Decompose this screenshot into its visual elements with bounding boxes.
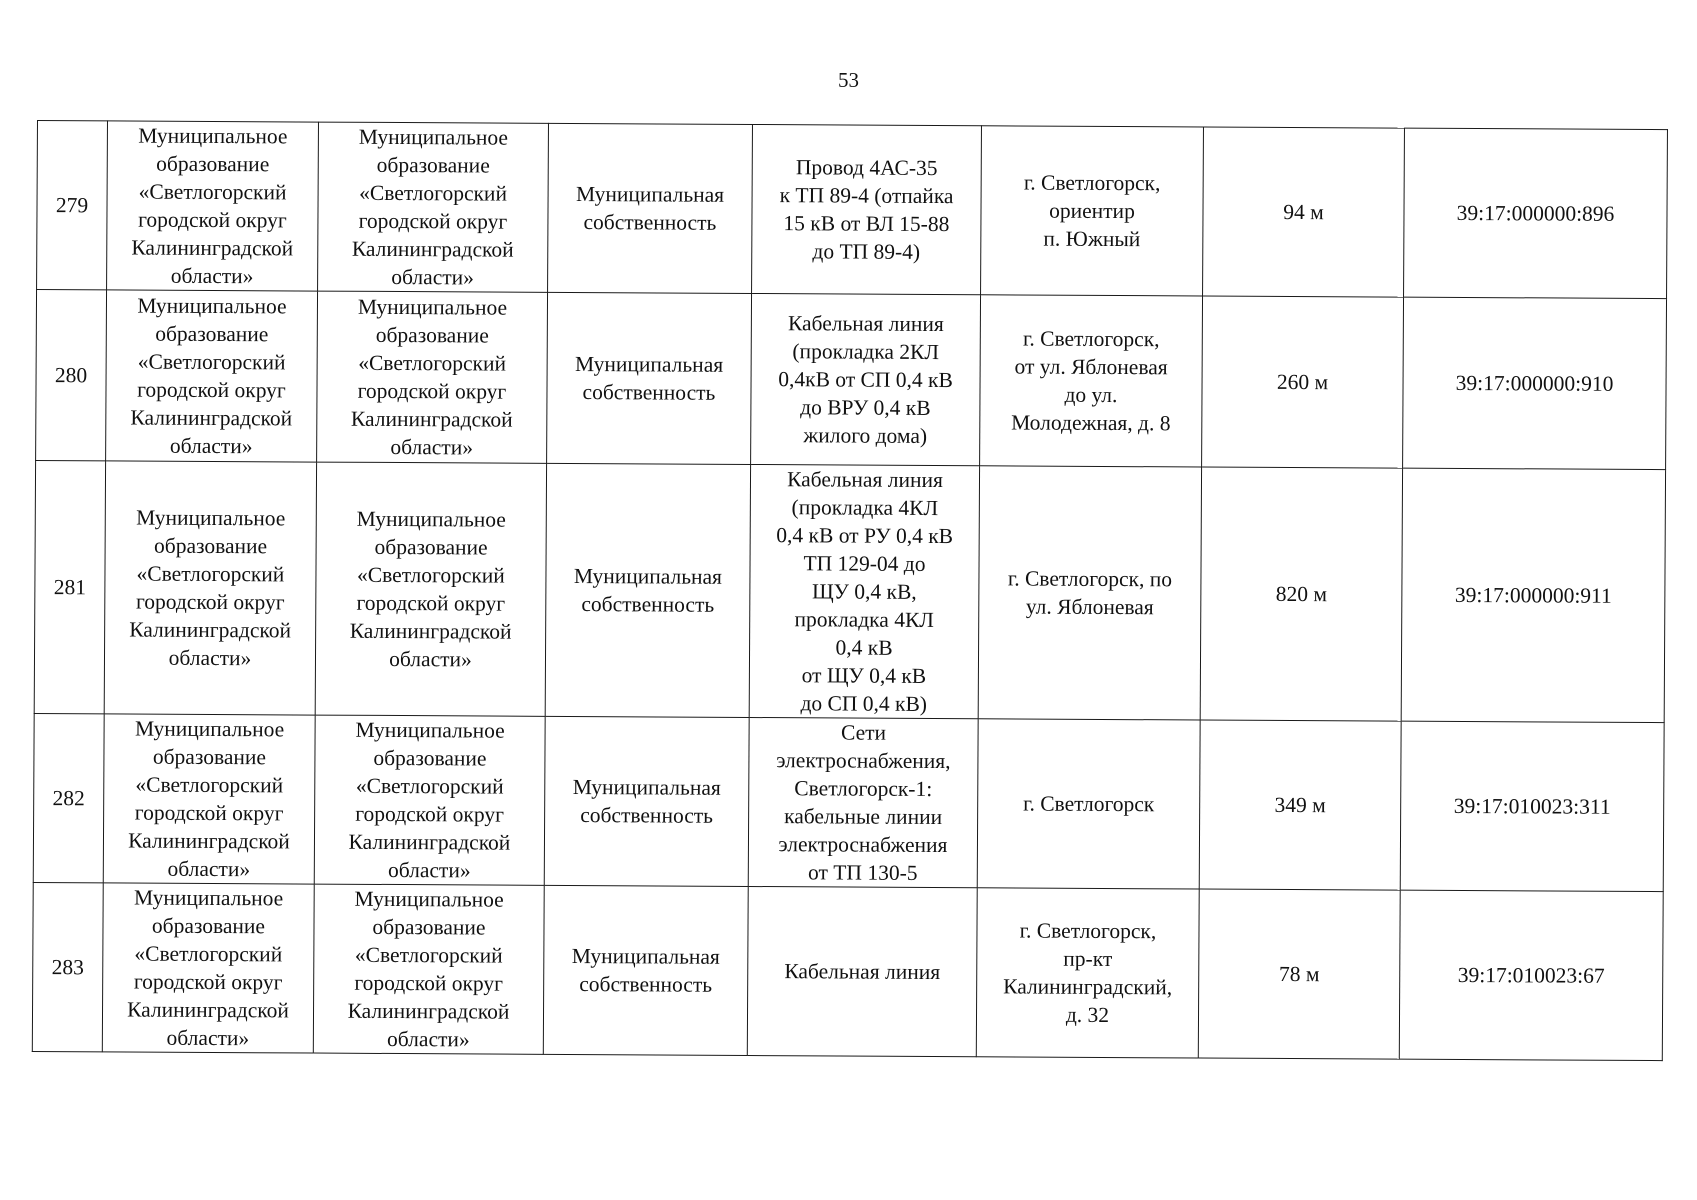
right-type-cell: Муниципальная собственность [543,885,748,1055]
length-cell: 78 м [1198,889,1400,1059]
object-name-cell: Сети электроснабжения, Светлогорск-1: кабельные линии электроснабжения от ТП 130-5 [748,717,978,887]
table-row [37,121,1668,299]
object-name-cell: Кабельная линия (прокладка 2КЛ 0,4кВ от СП 0,4 кВ до ВРУ 0,4 кВ жилого дома) [751,293,981,465]
right-type-cell: Муниципальная собственность [547,292,752,464]
row-number-cell: 281 [34,460,105,713]
row-number-cell: 279 [37,121,108,290]
page-number: 53 [838,68,859,92]
holder-cell: Муниципальное образование «Светлогорский городской округ Калининградской области» [106,290,318,462]
table-row [33,713,1664,891]
cadastral-number-cell: 39:17:010023:67 [1399,890,1663,1060]
table-row [36,290,1667,470]
object-name-cell: Провод 4АС-35 к ТП 89-4 (отпайка 15 кВ от ВЛ 15-88 до ТП 89-4) [752,124,982,294]
address-cell: г. Светлогорск, пр-кт Калининградский, д. 32 [976,888,1199,1058]
row-number-cell: 280 [36,290,107,461]
cadastral-number-cell: 39:17:010023:311 [1400,721,1664,891]
owner-cell: Муниципальное образование «Светлогорский городской округ Калининградской области» [313,884,544,1054]
row-number-cell: 282 [33,713,104,882]
right-type-cell: Муниципальная собственность [545,463,750,717]
cadastral-number-cell: 39:17:000000:896 [1404,128,1668,298]
holder-cell: Муниципальное образование «Светлогорский городской округ Калининградской области» [102,883,314,1053]
right-type-cell: Муниципальная собственность [544,716,749,886]
address-cell: г. Светлогорск, ориентир п. Южный [981,126,1204,296]
address-cell: г. Светлогорск, по ул. Яблоневая [978,466,1201,720]
object-name-cell: Кабельная линия [747,886,977,1056]
owner-cell: Муниципальное образование «Светлогорский городской округ Калининградской области» [315,462,546,716]
row-number-cell: 283 [32,882,103,1051]
address-cell: г. Светлогорск [977,719,1200,889]
owner-cell: Муниципальное образование «Светлогорский городской округ Калининградской области» [317,291,548,463]
cadastral-number-cell: 39:17:000000:910 [1403,297,1667,469]
length-cell: 260 м [1202,296,1404,468]
owner-cell: Муниципальное образование «Светлогорский городской округ Калининградской области» [314,715,545,885]
owner-cell: Муниципальное образование «Светлогорский городской округ Калининградской области» [318,122,549,292]
right-type-cell: Муниципальная собственность [548,123,753,293]
length-cell: 94 м [1203,127,1405,297]
table-row [32,882,1663,1060]
property-registry-table [32,120,1668,1061]
length-cell: 820 м [1200,467,1402,721]
address-cell: г. Светлогорск, от ул. Яблоневая до ул. Молодежная, д. 8 [980,295,1203,467]
holder-cell: Муниципальное образование «Светлогорский городской округ Калининградской области» [104,461,316,715]
holder-cell: Муниципальное образование «Светлогорский городской округ Калининградской области» [103,714,315,884]
object-name-cell: Кабельная линия (прокладка 4КЛ 0,4 кВ от РУ 0,4 кВ ТП 129-04 до ЩУ 0,4 кВ, прокладка 4КЛ 0,4 кВ от ЩУ 0,4 кВ до СП 0,4 кВ) [749,464,979,718]
length-cell: 349 м [1199,720,1401,890]
cadastral-number-cell: 39:17:000000:911 [1401,468,1665,722]
holder-cell: Муниципальное образование «Светлогорский городской округ Калининградской области» [107,121,319,291]
table-row [34,460,1665,722]
